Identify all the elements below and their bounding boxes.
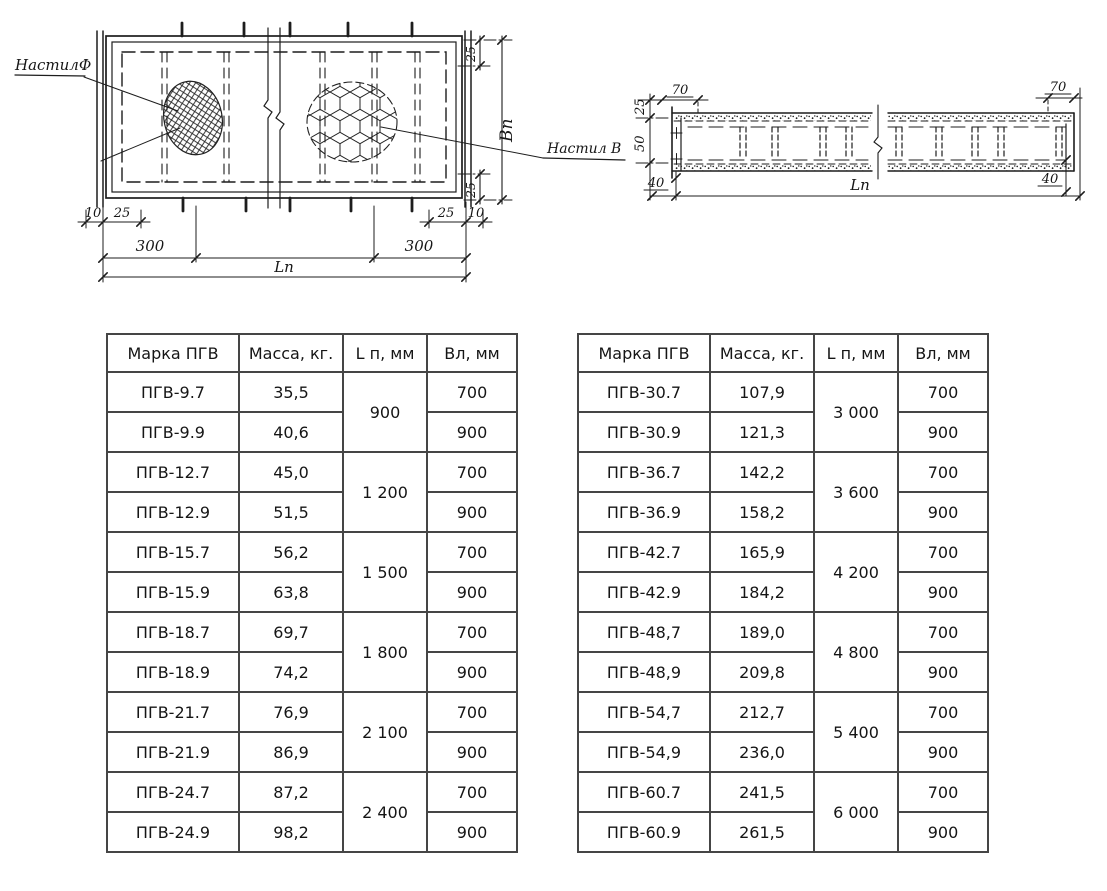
lp-cell: 3 600 (814, 452, 898, 532)
bl-cell: 900 (427, 412, 517, 452)
lp-cell: 2 100 (343, 692, 427, 772)
spec-row (578, 412, 988, 452)
bl-cell: 700 (427, 612, 517, 652)
mass-cell: 74,2 (239, 652, 343, 692)
bl-cell: 900 (427, 732, 517, 772)
bl-cell: 700 (427, 692, 517, 732)
bl-cell: 900 (427, 492, 517, 532)
lp-cell: 1 200 (343, 452, 427, 532)
dim-25-right: 25 (437, 206, 455, 221)
col-header-mark: Марка ПГВ (578, 334, 710, 372)
lp-cell: 900 (343, 372, 427, 452)
mass-cell: 45,0 (239, 452, 343, 492)
header-row (578, 334, 988, 372)
mass-cell: 261,5 (710, 812, 814, 852)
bl-cell: 700 (898, 452, 988, 492)
mass-cell: 209,8 (710, 652, 814, 692)
mass-cell: 236,0 (710, 732, 814, 772)
spec-row (107, 612, 517, 652)
mark-cell: ПГВ-21.9 (107, 732, 239, 772)
dim-25-section: 25 (633, 98, 648, 115)
dim-25-left: 25 (113, 206, 131, 221)
mark-cell: ПГВ-42.9 (578, 572, 710, 612)
technical-drawing (0, 0, 1107, 310)
dim-50-section: 50 (633, 135, 648, 152)
bl-cell: 900 (898, 652, 988, 692)
mark-cell: ПГВ-54,9 (578, 732, 710, 772)
bl-cell: 700 (898, 692, 988, 732)
bl-cell: 900 (427, 652, 517, 692)
mark-cell: ПГВ-9.7 (107, 372, 239, 412)
bl-cell: 900 (898, 732, 988, 772)
mass-cell: 165,9 (710, 532, 814, 572)
mark-cell: ПГВ-9.9 (107, 412, 239, 452)
mass-cell: 35,5 (239, 372, 343, 412)
bottom-flange-texture (674, 165, 871, 171)
section-ribs (740, 127, 1062, 159)
bl-cell: 900 (427, 572, 517, 612)
dim-10-right: 10 (467, 206, 485, 221)
dim-10-left: 10 (84, 206, 102, 221)
spec-table-left (106, 333, 518, 853)
bl-cell: 700 (898, 612, 988, 652)
dim-25-bottom-right: 25 (463, 182, 478, 198)
mass-cell: 142,2 (710, 452, 814, 492)
mark-cell: ПГВ-15.7 (107, 532, 239, 572)
dim-ln-section: Lп (850, 176, 870, 194)
bl-cell: 900 (898, 572, 988, 612)
col-header-lp: L п, мм (814, 334, 898, 372)
spec-row (107, 532, 517, 572)
spec-row (578, 812, 988, 852)
lp-cell: 1 800 (343, 612, 427, 692)
col-header-mark: Марка ПГВ (107, 334, 239, 372)
spec-row (578, 372, 988, 412)
bl-cell: 700 (427, 532, 517, 572)
lp-cell: 4 800 (814, 612, 898, 692)
bl-cell: 900 (898, 812, 988, 852)
col-header-lp: L п, мм (343, 334, 427, 372)
spec-row (107, 412, 517, 452)
deck-f-hatch-area (157, 76, 229, 160)
panel-outline (106, 36, 462, 198)
mark-cell: ПГВ-48,7 (578, 612, 710, 652)
mass-cell: 69,7 (239, 612, 343, 652)
dim-70-left: 70 (671, 83, 689, 98)
deck-v-label: Настил В (547, 141, 622, 157)
mass-cell: 86,9 (239, 732, 343, 772)
spec-row (107, 572, 517, 612)
mass-cell: 63,8 (239, 572, 343, 612)
lp-cell: 6 000 (814, 772, 898, 852)
spec-row (578, 692, 988, 732)
mass-cell: 189,0 (710, 612, 814, 652)
break-line (276, 28, 284, 208)
bl-cell: 700 (898, 372, 988, 412)
spec-row (107, 732, 517, 772)
spec-table-left-body (107, 372, 517, 852)
col-header-mass: Масса, кг. (239, 334, 343, 372)
mark-cell: ПГВ-24.9 (107, 812, 239, 852)
spec-row (107, 812, 517, 852)
break-line (264, 28, 272, 208)
mass-cell: 121,3 (710, 412, 814, 452)
spec-row (578, 772, 988, 812)
spec-row (578, 652, 988, 692)
mark-cell: ПГВ-18.9 (107, 652, 239, 692)
mark-cell: ПГВ-12.9 (107, 492, 239, 532)
bl-cell: 700 (427, 772, 517, 812)
spec-table-right (577, 333, 989, 853)
spec-row (578, 572, 988, 612)
spec-row (578, 612, 988, 652)
mass-cell: 87,2 (239, 772, 343, 812)
spec-table-right-body (578, 372, 988, 852)
spec-row (578, 532, 988, 572)
mark-cell: ПГВ-36.7 (578, 452, 710, 492)
dim-bp-label: Вп (497, 118, 517, 142)
header-row (107, 334, 517, 372)
lp-cell: 2 400 (343, 772, 427, 852)
section-view (633, 80, 1084, 200)
bl-cell: 700 (898, 532, 988, 572)
dim-300-right: 300 (404, 237, 434, 255)
col-header-bl: Вл, мм (427, 334, 517, 372)
spec-row (578, 732, 988, 772)
mark-cell: ПГВ-48,9 (578, 652, 710, 692)
mark-cell: ПГВ-60.7 (578, 772, 710, 812)
mark-cell: ПГВ-30.7 (578, 372, 710, 412)
mass-cell: 51,5 (239, 492, 343, 532)
mass-cell: 158,2 (710, 492, 814, 532)
spec-row (107, 772, 517, 812)
dim-40-left: 40 (647, 176, 665, 191)
lp-cell: 4 200 (814, 532, 898, 612)
dim-300-left: 300 (135, 237, 165, 255)
bl-cell: 700 (898, 772, 988, 812)
spec-row (107, 652, 517, 692)
mark-cell: ПГВ-15.9 (107, 572, 239, 612)
mark-cell: ПГВ-18.7 (107, 612, 239, 652)
break-line (874, 105, 882, 179)
mark-cell: ПГВ-24.7 (107, 772, 239, 812)
plan-view (14, 23, 625, 282)
spec-row (107, 372, 517, 412)
lp-cell: 3 000 (814, 372, 898, 452)
mass-cell: 98,2 (239, 812, 343, 852)
spec-row (107, 692, 517, 732)
lp-cell: 5 400 (814, 692, 898, 772)
mass-cell: 40,6 (239, 412, 343, 452)
mark-cell: ПГВ-42.7 (578, 532, 710, 572)
mass-cell: 212,7 (710, 692, 814, 732)
mass-cell: 56,2 (239, 532, 343, 572)
mark-cell: ПГВ-54,7 (578, 692, 710, 732)
dim-25-top-right: 25 (463, 46, 478, 62)
spec-row (578, 452, 988, 492)
dim-ln-label: Lп (274, 258, 294, 276)
dim-70-right: 70 (1049, 80, 1067, 95)
spec-row (107, 492, 517, 532)
bl-cell: 900 (427, 812, 517, 852)
bl-cell: 700 (427, 452, 517, 492)
col-header-mass: Масса, кг. (710, 334, 814, 372)
mass-cell: 76,9 (239, 692, 343, 732)
mark-cell: ПГВ-36.9 (578, 492, 710, 532)
mark-cell: ПГВ-21.7 (107, 692, 239, 732)
dim-40-right: 40 (1041, 172, 1059, 187)
bl-cell: 700 (427, 372, 517, 412)
mark-cell: ПГВ-12.7 (107, 452, 239, 492)
bl-cell: 900 (898, 412, 988, 452)
mark-cell: ПГВ-30.9 (578, 412, 710, 452)
spec-row (578, 492, 988, 532)
mass-cell: 241,5 (710, 772, 814, 812)
bl-cell: 900 (898, 492, 988, 532)
deck-v-mesh-area (307, 82, 397, 162)
lp-cell: 1 500 (343, 532, 427, 612)
top-flange-texture (674, 115, 871, 121)
mark-cell: ПГВ-60.9 (578, 812, 710, 852)
deck-f-label: НастилФ (15, 56, 92, 74)
spec-row (107, 452, 517, 492)
col-header-bl: Вл, мм (898, 334, 988, 372)
mass-cell: 184,2 (710, 572, 814, 612)
mass-cell: 107,9 (710, 372, 814, 412)
